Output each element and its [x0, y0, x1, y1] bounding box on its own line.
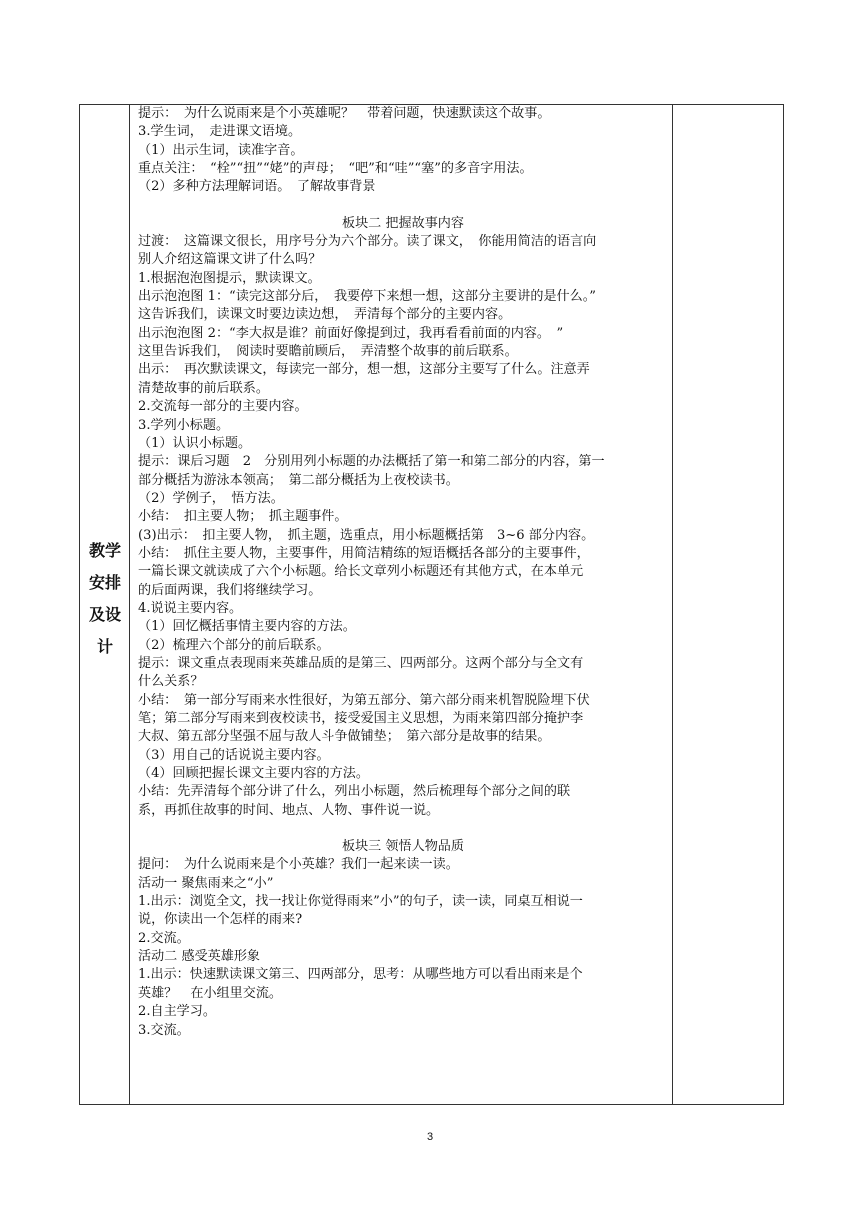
- content-line: 这里告诉我们， 阅读时要瞻前顾后， 弄清整个故事的前后联系。: [138, 344, 518, 360]
- content-line: 4.说说主要内容。: [138, 600, 243, 616]
- row-label-line: 安排: [88, 573, 121, 592]
- row-label-teaching-arrangement: [80, 535, 130, 663]
- content-line: (3)出示： 扣主要人物， 抓主题，选重点，用小标题概括第 3~6 部分内容。: [138, 527, 595, 543]
- row-label-line: 计: [96, 637, 113, 656]
- row-label-line: 教学: [88, 541, 121, 560]
- row-label-line: 及设: [88, 605, 121, 624]
- blank-line: [138, 820, 668, 838]
- content-line: （1）回忆概括事情主要内容的方法。: [138, 619, 356, 635]
- section-heading: 板块二 把握故事内容: [341, 215, 464, 231]
- content-line: 提示：课文重点表现雨来英雄品质的是第三、四两部分。这两个部分与全文有: [138, 655, 584, 671]
- content-line: 小结：先弄清每个部分讲了什么，列出小标题，然后梳理每个部分之间的联: [138, 784, 571, 800]
- content-line: 别人介绍这篇课文讲了什么吗？: [138, 252, 322, 268]
- content-line: 出示泡泡图 2：“李大叔是谁？前面好像提到过，我再看看前面的内容。 ”: [138, 325, 564, 341]
- content-line: 的后面两课，我们将继续学习。: [138, 582, 322, 598]
- lesson-plan-table: [79, 104, 784, 1105]
- content-line: 小结： 第一部分写雨来水性很好，为第五部分、第六部分雨来机智脱险埋下伏: [138, 692, 590, 708]
- page-number: 3: [426, 1131, 434, 1143]
- content-line: 活动一 聚焦雨来之“小”: [138, 875, 274, 891]
- content-line: 小结： 扣主要人物； 抓主题事件。: [138, 509, 348, 525]
- content-line: 什么关系？: [138, 674, 204, 690]
- content-line: 2.交流。: [138, 930, 190, 946]
- content-line: （4）回顾把握长课文主要内容的方法。: [138, 766, 369, 782]
- content-line: 3.交流。: [138, 1022, 190, 1038]
- content-line: （2）多种方法理解词语。 了解故事背景: [138, 179, 376, 195]
- content-line: 1.出示：浏览全文，找一找让你觉得雨来”小”的句子，读一读，同桌互相说一: [138, 894, 583, 910]
- content-line: 这告诉我们，读课文时要边读边想， 弄清每个部分的主要内容。: [138, 307, 512, 323]
- content-line: 2.交流每一部分的主要内容。: [138, 399, 308, 415]
- content-line: 1.根据泡泡图提示，默读课文。: [138, 270, 321, 286]
- content-line: 提示： 为什么说雨来是个小英雄呢？ 带着问题，快速默读这个故事。: [138, 106, 551, 121]
- content-line: 系，再抓住故事的时间、地点、人物、事件说一说。: [138, 802, 440, 818]
- content-line: 重点关注： “栓”“扭”“姥”的声母； “吧”和“哇”“塞”的多音字用法。: [138, 161, 533, 177]
- content-line: （1）认识小标题。: [138, 435, 252, 451]
- content-line: （1）出示生词，读准字音。: [138, 142, 304, 158]
- content-line: 说，你读出一个怎样的雨来?: [138, 912, 303, 928]
- content-line: 提示：课后习题 2 分别用列小标题的办法概括了第一和第二部分的内容，第一: [138, 454, 605, 470]
- content-line: 3.学列小标题。: [138, 417, 230, 433]
- blank-line: [138, 197, 668, 215]
- notes-column: [673, 105, 783, 1104]
- content-line: 大叔、第五部分坚强不屈与敌人斗争做铺垫； 第六部分是故事的结果。: [138, 729, 551, 745]
- content-line: 一篇长课文就读成了六个小标题。给长文章列小标题还有其他方式，在本单元: [138, 564, 584, 580]
- content-line: 清楚故事的前后联系。: [138, 380, 269, 396]
- content-line: 过渡： 这篇课文很长，用序号分为六个部分。读了课文， 你能用简洁的语言向: [138, 234, 597, 250]
- content-line: 小结： 抓住主要人物，主要事件，用简洁精练的短语概括各部分的主要事件，: [138, 545, 590, 561]
- section-heading: 板块三 领悟人物品质: [341, 839, 464, 855]
- content-line: （2）梳理六个部分的前后联系。: [138, 637, 330, 653]
- lesson-content: [138, 105, 668, 1040]
- content-line: 英雄？ 在小组里交流。: [138, 985, 283, 1001]
- content-line: 2.自主学习。: [138, 1004, 216, 1020]
- content-line: 出示： 再次默读课文，每读完一部分，想一想，这部分主要写了什么。注意弄: [138, 362, 590, 378]
- content-line: 3.学生词， 走进课文语境。: [138, 124, 302, 140]
- content-line: 活动二 感受英雄形象: [138, 949, 261, 965]
- content-line: 1.出示：快速默读课文第三、四两部分，思考：从哪些地方可以看出雨来是个: [138, 967, 583, 983]
- content-line: 笔；第二部分写雨来到夜校读书，接受爱国主义思想，为雨来第四部分掩护李: [138, 711, 584, 726]
- content-line: （3）用自己的话说说主要内容。: [138, 747, 330, 763]
- content-line: 提问： 为什么说雨来是个小英雄？我们一起来读一读。: [138, 857, 459, 873]
- content-line: 部分概括为游泳本领高； 第二部分概括为上夜校读书。: [138, 472, 459, 488]
- content-line: 出示泡泡图 1：“读完这部分后， 我要停下来想一想，这部分主要讲的是什么。”: [138, 289, 596, 305]
- content-line: （2）学例子， 悟方法。: [138, 490, 284, 506]
